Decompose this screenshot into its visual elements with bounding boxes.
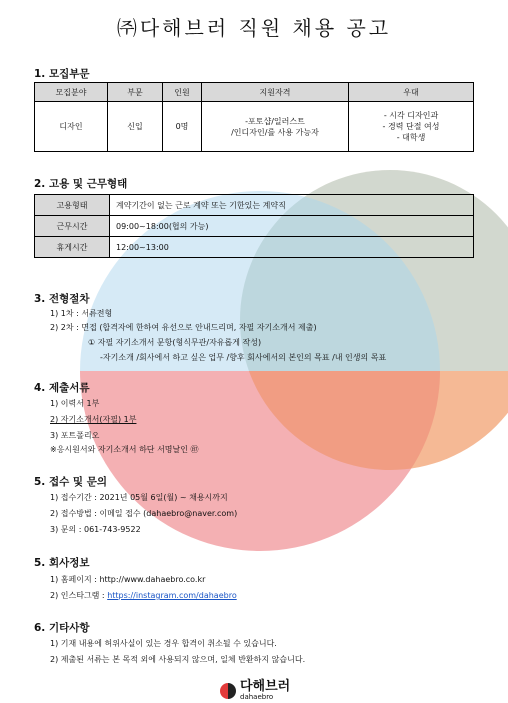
- logo-korean: 다해브러: [240, 679, 291, 694]
- label-employment-type: 고용형태: [35, 195, 110, 216]
- value-employment-type: 계약기간이 없는 근로 계약 또는 기한있는 계약직: [110, 195, 474, 216]
- cell-preference: - 시각 디자인과 - 경력 단절 여성 - 대학생: [349, 102, 474, 152]
- label-break-time: 휴게시간: [35, 237, 110, 258]
- recruit-table: [34, 82, 474, 152]
- instagram-link[interactable]: https://instagram.com/dahaebro: [107, 591, 237, 600]
- header-count: 인원: [163, 83, 202, 102]
- section-etc-heading: 6. 기타사항: [34, 622, 90, 634]
- header-qualification: 지원자격: [202, 83, 349, 102]
- employment-table: [34, 194, 474, 258]
- process-essay-topics: ① 자필 자기소개서 문항(형식무관/자유롭게 작성): [88, 338, 262, 347]
- cell-field: 디자인: [35, 102, 108, 152]
- label-work-hours: 근무시간: [35, 216, 110, 237]
- process-step-1: 1) 1차 : 서류전형: [50, 309, 113, 318]
- process-essay-detail: -자기소개 /회사에서 하고 싶은 업무 /향후 회사에서의 본인의 목표 /내 인생의 목표: [100, 353, 387, 362]
- cell-count: 0명: [163, 102, 202, 152]
- section-recruit-heading: 1. 모집부문: [34, 68, 90, 80]
- apply-method: 2) 접수방법 : 이메일 접수 (dahaebro@naver.com): [50, 509, 238, 518]
- value-break-time: 12:00~13:00: [110, 237, 474, 258]
- cell-qualification: -포토샵/일러스트 /인디자인/를 사용 가능자: [202, 102, 349, 152]
- etc-note-2: 2) 제출된 서류는 본 목적 외에 사용되지 않으며, 일체 반환하지 않습니다.: [50, 655, 306, 664]
- logo-english: dahaebro: [240, 693, 274, 701]
- company-logo: [220, 680, 290, 701]
- process-step-2: 2) 2차 : 면접 (합격자에 한하여 유선으로 안내드리며, 자필 자기소개서 제출): [50, 323, 317, 332]
- apply-contact: 3) 문의 : 061-743-9522: [50, 525, 141, 534]
- etc-note-1: 1) 기재 내용에 허위사실이 있는 경우 합격이 취소될 수 있습니다.: [50, 639, 277, 648]
- header-field: 모집분야: [35, 83, 108, 102]
- page-title: ㈜다해브러 직원 채용 공고: [116, 16, 392, 40]
- document-signature-note: ※응시원서와 자기소개서 하단 서명날인 ㊞: [50, 445, 199, 454]
- header-preference: 우대: [349, 83, 474, 102]
- section-employment-heading: 2. 고용 및 근무형태: [34, 178, 128, 190]
- homepage-link[interactable]: http://www.dahaebro.co.kr: [99, 575, 206, 584]
- section-documents-heading: 4. 제출서류: [34, 382, 90, 394]
- company-instagram: 2) 인스타그램 : https://instagram.com/dahaebro: [50, 591, 237, 600]
- value-work-hours: 09:00~18:00(협의 가능): [110, 216, 474, 237]
- logo-mark-icon: [220, 683, 236, 699]
- section-apply-heading: 5. 접수 및 문의: [34, 476, 107, 488]
- section-process-heading: 3. 전형절차: [34, 293, 90, 305]
- document-portfolio: 3) 포트폴리오: [50, 431, 100, 440]
- document-resume: 1) 이력서 1부: [50, 399, 100, 408]
- apply-period: 1) 접수기간 : 2021년 05월 6일(월) ~ 채용시까지: [50, 493, 228, 502]
- section-company-heading: 5. 회사정보: [34, 557, 90, 569]
- document-cover-letter: 2) 자기소개서(자필) 1부: [50, 415, 137, 424]
- cell-dept: 신입: [108, 102, 163, 152]
- company-homepage: 1) 홈페이지 : http://www.dahaebro.co.kr: [50, 575, 206, 584]
- header-dept: 부문: [108, 83, 163, 102]
